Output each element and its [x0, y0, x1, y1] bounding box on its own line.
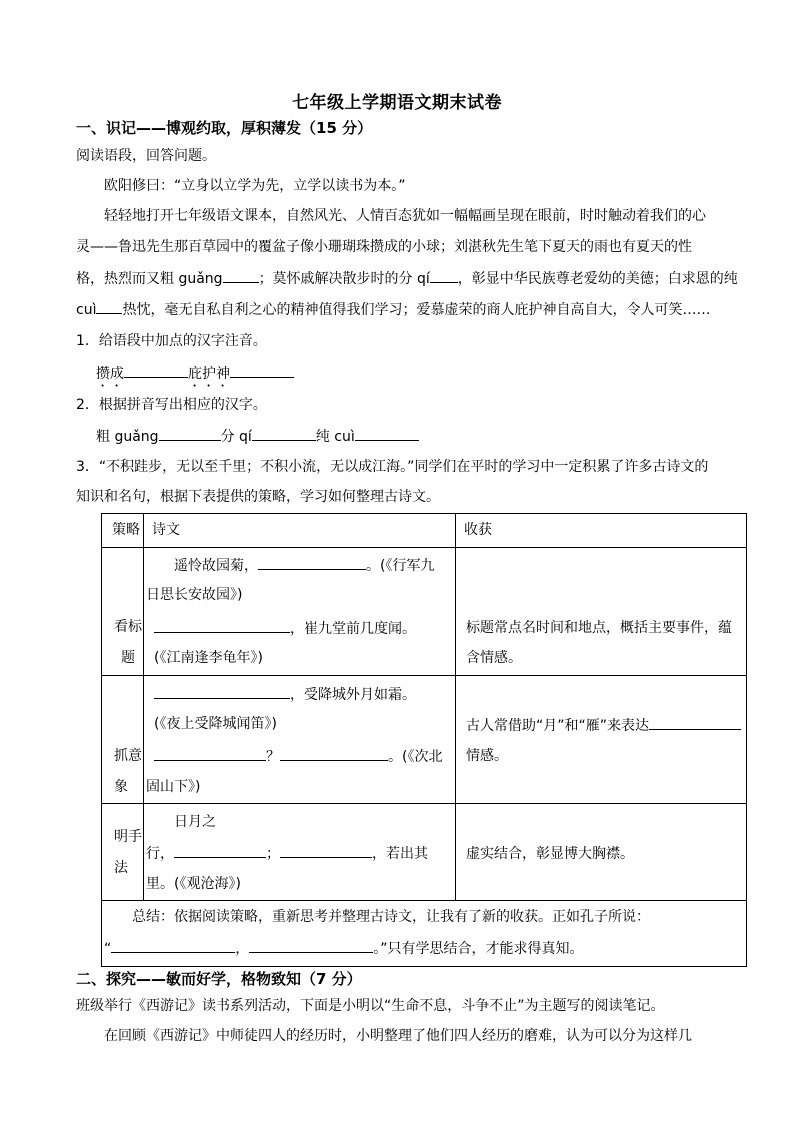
answer-blank[interactable] [249, 938, 373, 953]
answer-blank[interactable] [223, 268, 259, 283]
passage-text: 热忱，毫无自私自利之心的精神值得我们学习；爱慕虚荣的商人庇护神自高自大，令人可笑…… [122, 302, 711, 318]
gain-text: 古人常借助“月”和“雁”来表达 [466, 718, 650, 734]
header-strategy: 策略 [112, 522, 140, 538]
passage-line-2: 灵——鲁迅先生那百草园中的覆盆子像小珊瑚珠攒成的小球；刘湛秋先生笔下夏天的雨也有夏天的性 [76, 239, 692, 255]
question-2: 2．根据拼音写出相应的汉字。 [76, 397, 267, 413]
answer-blank[interactable] [96, 299, 122, 314]
header-gain: 收获 [464, 522, 492, 538]
header-poem: 诗文 [152, 522, 180, 538]
table-divider [102, 900, 746, 901]
summary-text: ， [235, 941, 250, 957]
answer-blank[interactable] [649, 715, 741, 730]
answer-blank[interactable] [111, 938, 235, 953]
table-divider [455, 514, 456, 900]
question-3-line-1: 3．“不积跬步，无以至千里；不积小流，无以成江海。”同学们在平时的学习中一定积累了许多古诗文的 [76, 459, 709, 475]
section-1-heading: 一、识记——博观约取，厚积薄发（15 分） [76, 119, 373, 137]
passage-text: cuì [76, 302, 97, 318]
poem-text: ，若出其 [372, 846, 428, 862]
poem-source: (《夜上受降城闻笛》) [154, 716, 277, 732]
poetry-strategy-table [101, 513, 747, 967]
question-2-item: 纯 cuì [315, 429, 355, 445]
poem-text: ？ [266, 749, 280, 765]
gain-text: 标题常点名时间和地点，概括主要事件，蕴 [466, 620, 732, 636]
table-divider [102, 803, 746, 804]
passage-text: ；莫怀戚解决散步时的分 qí [258, 271, 430, 287]
answer-blank[interactable] [430, 268, 458, 283]
summary-text: 。”只有学思结合，才能求得真知。 [373, 941, 584, 957]
question-2-answers [96, 426, 776, 447]
poem-source: 日思长安故园》) [146, 587, 243, 603]
answer-blank[interactable] [174, 843, 266, 858]
reading-instruction: 阅读语段，回答问题。 [76, 148, 216, 164]
strategy-technique: 法 [114, 860, 128, 876]
section-2-heading: 二、探究——敏而好学，格物致知（7 分） [76, 970, 362, 988]
question-2-item: 分 qí [220, 429, 252, 445]
gain-text [466, 715, 741, 736]
poem-line [154, 684, 416, 705]
passage-line-1: 轻轻地打开七年级语文课本，自然风光、人情百态犹如一幅幅画呈现在眼前，时时触动着我们的心 [104, 208, 706, 224]
strategy-image: 抓意 [114, 748, 142, 764]
summary-text: “ [104, 941, 112, 957]
question-1-answers [96, 363, 776, 390]
poem-text: 。(《次北 [388, 749, 443, 765]
strategy-title: 看标 [114, 619, 142, 635]
strategy-technique: 明手 [114, 829, 142, 845]
answer-blank[interactable] [355, 426, 419, 441]
poem-line: 日月之 [174, 814, 216, 830]
section-2-line-2: 在回顾《西游记》中师徒四人的经历时，小明整理了他们四人经历的磨难，认为可以分为这样几 [104, 1028, 692, 1044]
table-divider [102, 675, 746, 676]
answer-blank[interactable] [252, 426, 316, 441]
answer-blank[interactable] [154, 618, 290, 633]
question-1-item: 庇护神 [188, 366, 230, 382]
section-2-line-1: 班级举行《西游记》读书系列活动，下面是小明以“生命不息，斗争不止”为主题写的阅读笔记。 [76, 998, 665, 1014]
summary-line-1: 总结：依据阅读策略，重新思考并整理古诗文，让我有了新的收获。正如孔子所说： [132, 909, 650, 925]
poem-source: 固山下》) [146, 779, 201, 795]
answer-blank[interactable] [230, 363, 294, 378]
summary-line-2 [104, 938, 584, 959]
answer-blank[interactable] [124, 363, 188, 378]
strategy-title: 题 [121, 650, 135, 666]
passage-line-3 [76, 268, 756, 289]
gain-text: 情感。 [466, 748, 508, 764]
poem-text: ； [266, 846, 280, 862]
passage-text: ，彰显中华民族尊老爱幼的美德；白求恩的纯 [457, 271, 738, 287]
question-2-item: 粗 guǎng [96, 429, 159, 445]
answer-blank[interactable] [154, 684, 290, 699]
answer-blank[interactable] [154, 746, 266, 761]
strategy-image: 象 [114, 779, 128, 795]
gain-text: 虚实结合，彰显博大胸襟。 [466, 846, 634, 862]
question-1-item: 攒成 [96, 366, 124, 382]
page-title: 七年级上学期语文期末试卷 [292, 93, 502, 113]
passage-line-4 [76, 299, 756, 320]
answer-blank[interactable] [258, 555, 366, 570]
answer-blank[interactable] [280, 746, 388, 761]
poem-text: 行， [146, 846, 174, 862]
poem-line [154, 618, 416, 639]
table-divider [102, 547, 746, 548]
poem-source: (《江南逢李龟年》) [154, 650, 263, 666]
question-1: 1．给语段中加点的汉字注音。 [76, 333, 267, 349]
poem-line [174, 555, 434, 576]
poem-line [146, 843, 428, 864]
poem-source: 里。(《观沧海》) [146, 876, 241, 892]
quote-line: 欧阳修曰：“立身以立学为先，立学以读书为本。” [104, 178, 406, 194]
gain-text: 含情感。 [466, 650, 522, 666]
poem-text: ，崔九堂前几度闻。 [290, 621, 416, 637]
passage-text: 格，热烈而又粗 guǎng [76, 271, 223, 287]
poem-text: 。(《行军九 [366, 558, 435, 574]
answer-blank[interactable] [159, 426, 221, 441]
poem-text: ，受降城外月如霜。 [290, 687, 416, 703]
table-divider [143, 514, 144, 900]
question-3-line-2: 知识和名句，根据下表提供的策略，学习如何整理古诗文。 [76, 489, 440, 505]
poem-text: 遥怜故园菊， [174, 558, 258, 574]
answer-blank[interactable] [280, 843, 372, 858]
poem-line [154, 746, 442, 767]
